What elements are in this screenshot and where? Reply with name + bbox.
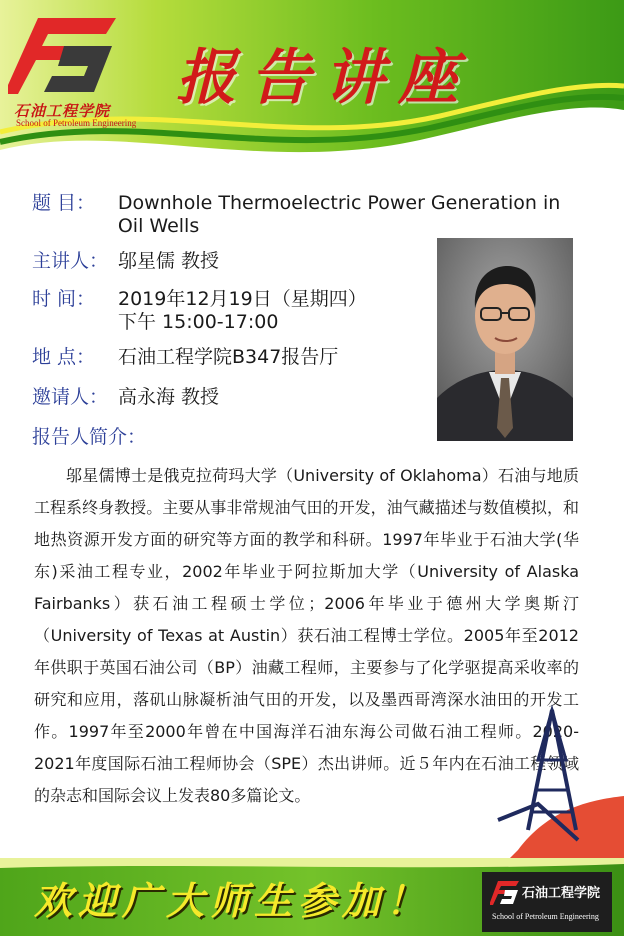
place-value: 石油工程学院B347报告厅 xyxy=(118,346,339,368)
speaker-value: 邬星儒 教授 xyxy=(118,250,220,272)
poster-header xyxy=(0,0,624,175)
time-row xyxy=(32,288,367,334)
bio-label: 报告人简介： xyxy=(32,426,147,448)
speaker-biography: 邬星儒博士是俄克拉荷玛大学（University of Oklahoma）石油与地质工程系终身教授。主要从事非常规油气田的开发，油气藏描述与数值模拟，和地热资源开发方面的研究等方面的教学和科研。1997年毕业于石油大学(华东)采油工程专业，2002年毕业于阿拉斯加大学（University of Alaska Fairbanks）获石油工程硕士学位；2006年毕业于德州大学奥斯汀（University of Texas at Austin）获石油工程博士学位。2005年至2012年供职于英国石油公司（BP）油藏工程师，主要参与了化学驱提高采收率的研究和应用，落矶山脉凝析油气田的开发，以及墨西哥湾深水油田的开发工作。1997年至2000年曾在中国海洋石油东海公司做石油工程师。2020-2021年度国际石油工程师协会（SPE）杰出讲师。近５年内在石油工程领域的杂志和国际会议上发表80多篇论文。 xyxy=(34,466,579,805)
place-row xyxy=(32,346,338,369)
poster-title: 报告讲座 xyxy=(176,43,472,113)
footer-logo-mark-icon xyxy=(490,880,520,906)
speaker-row xyxy=(32,250,219,273)
speaker-photo xyxy=(437,238,573,441)
school-logo-cn: 石油工程学院 xyxy=(14,102,111,120)
topic-value: Downhole Thermoelectric Power Generation in Oil Wells xyxy=(117,192,561,237)
oil-derrick-icon xyxy=(478,700,624,860)
footer-logo-cn: 石油工程学院 xyxy=(522,886,601,901)
host-value: 高永海 教授 xyxy=(118,386,220,408)
topic-row xyxy=(32,192,577,238)
school-logo-mark-icon xyxy=(8,14,118,98)
school-logo-en: School of Petroleum Engineering xyxy=(16,118,137,128)
poster-footer xyxy=(0,858,624,936)
speaker-portrait-icon xyxy=(437,238,573,441)
footer-school-logo xyxy=(482,872,612,932)
speaker-label: 主讲人： xyxy=(32,250,109,272)
welcome-slogan: 欢迎广大师生参加！ xyxy=(34,878,431,923)
bio-label-row xyxy=(32,426,146,449)
topic-label: 题 目： xyxy=(32,192,96,214)
host-label: 邀请人： xyxy=(32,386,109,408)
host-row xyxy=(32,386,219,409)
place-label: 地 点： xyxy=(32,346,96,368)
school-logo xyxy=(8,14,158,126)
footer-logo-en: School of Petroleum Engineering xyxy=(492,912,599,921)
time-value: 下午 15:00-17:00 xyxy=(118,311,279,333)
date-value: 2019年12月19日（星期四） xyxy=(118,288,367,310)
time-label: 时 间： xyxy=(32,288,96,310)
